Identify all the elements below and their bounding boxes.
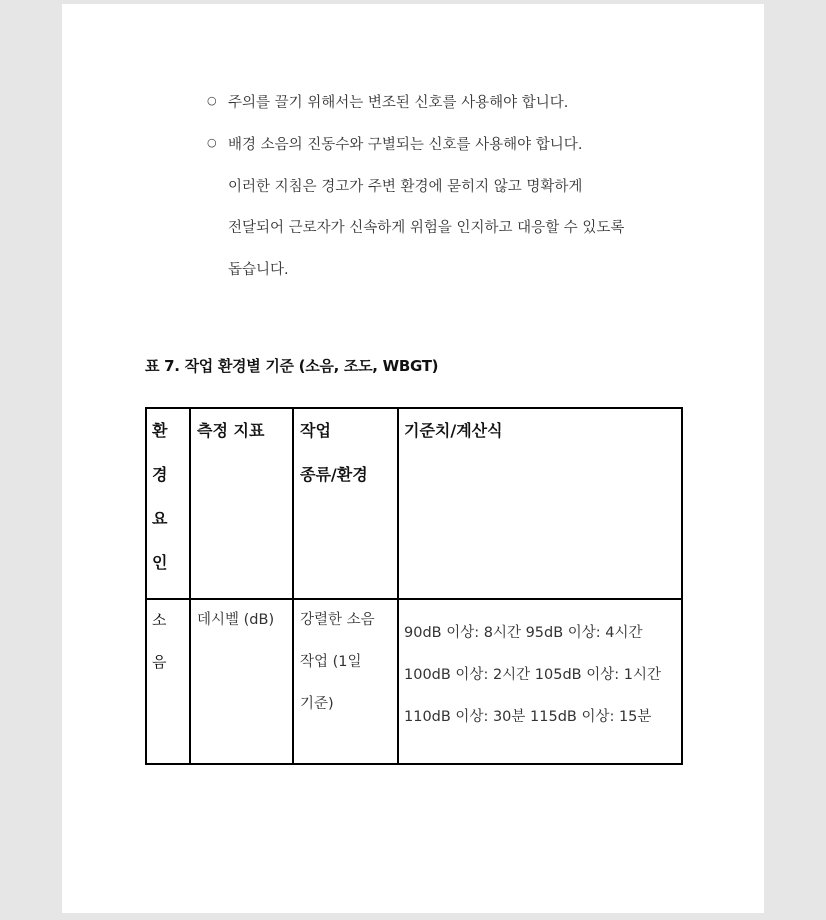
paragraph-line: 전달되어 근로자가 신속하게 위험을 인지하고 대응할 수 있도록 bbox=[228, 220, 625, 236]
cell-text: 110dB 이상: 30분 115dB 이상: 15분 bbox=[404, 709, 652, 725]
cell-text: 음 bbox=[152, 653, 167, 671]
cell-work-type bbox=[293, 599, 398, 764]
bullet-icon: ○ bbox=[207, 136, 217, 149]
header-text: 측정 지표 bbox=[197, 421, 265, 440]
bullet-icon: ○ bbox=[207, 94, 217, 107]
header-environment-factor bbox=[146, 408, 190, 599]
bullet-item: 배경 소음의 진동수와 구별되는 신호를 사용해야 합니다. bbox=[228, 137, 583, 153]
header-text: 환 bbox=[152, 421, 168, 440]
header-text: 인 bbox=[152, 553, 168, 572]
header-work-type bbox=[293, 408, 398, 599]
cell-text: 기준) bbox=[300, 696, 334, 712]
cell-text: 100dB 이상: 2시간 105dB 이상: 1시간 bbox=[404, 667, 661, 683]
header-text: 경 bbox=[152, 465, 168, 484]
cell-factor bbox=[146, 599, 190, 764]
table-caption: 표 7. 작업 환경별 기준 (소음, 조도, WBGT) bbox=[145, 357, 439, 375]
standards-table bbox=[145, 407, 683, 765]
paragraph-line: 돕습니다. bbox=[228, 262, 289, 278]
cell-standard bbox=[398, 599, 682, 764]
header-standard bbox=[398, 408, 682, 599]
header-text: 종류/환경 bbox=[300, 465, 368, 484]
header-text: 기준치/계산식 bbox=[404, 421, 503, 440]
header-metric bbox=[190, 408, 293, 599]
table-header-row bbox=[146, 408, 682, 599]
header-text: 요 bbox=[152, 509, 168, 528]
cell-text: 90dB 이상: 8시간 95dB 이상: 4시간 bbox=[404, 625, 643, 641]
cell-metric bbox=[190, 599, 293, 764]
cell-text: 작업 (1일 bbox=[300, 654, 362, 670]
cell-text: 소 bbox=[152, 611, 167, 629]
cell-text: 강렬한 소음 bbox=[300, 612, 375, 628]
table-row bbox=[146, 599, 682, 764]
cell-text: 데시벨 (dB) bbox=[197, 612, 275, 628]
paragraph-line: 이러한 지침은 경고가 주변 환경에 묻히지 않고 명확하게 bbox=[228, 179, 583, 195]
bullet-item: 주의를 끌기 위해서는 변조된 신호를 사용해야 합니다. bbox=[228, 95, 569, 111]
header-text: 작업 bbox=[300, 421, 331, 440]
